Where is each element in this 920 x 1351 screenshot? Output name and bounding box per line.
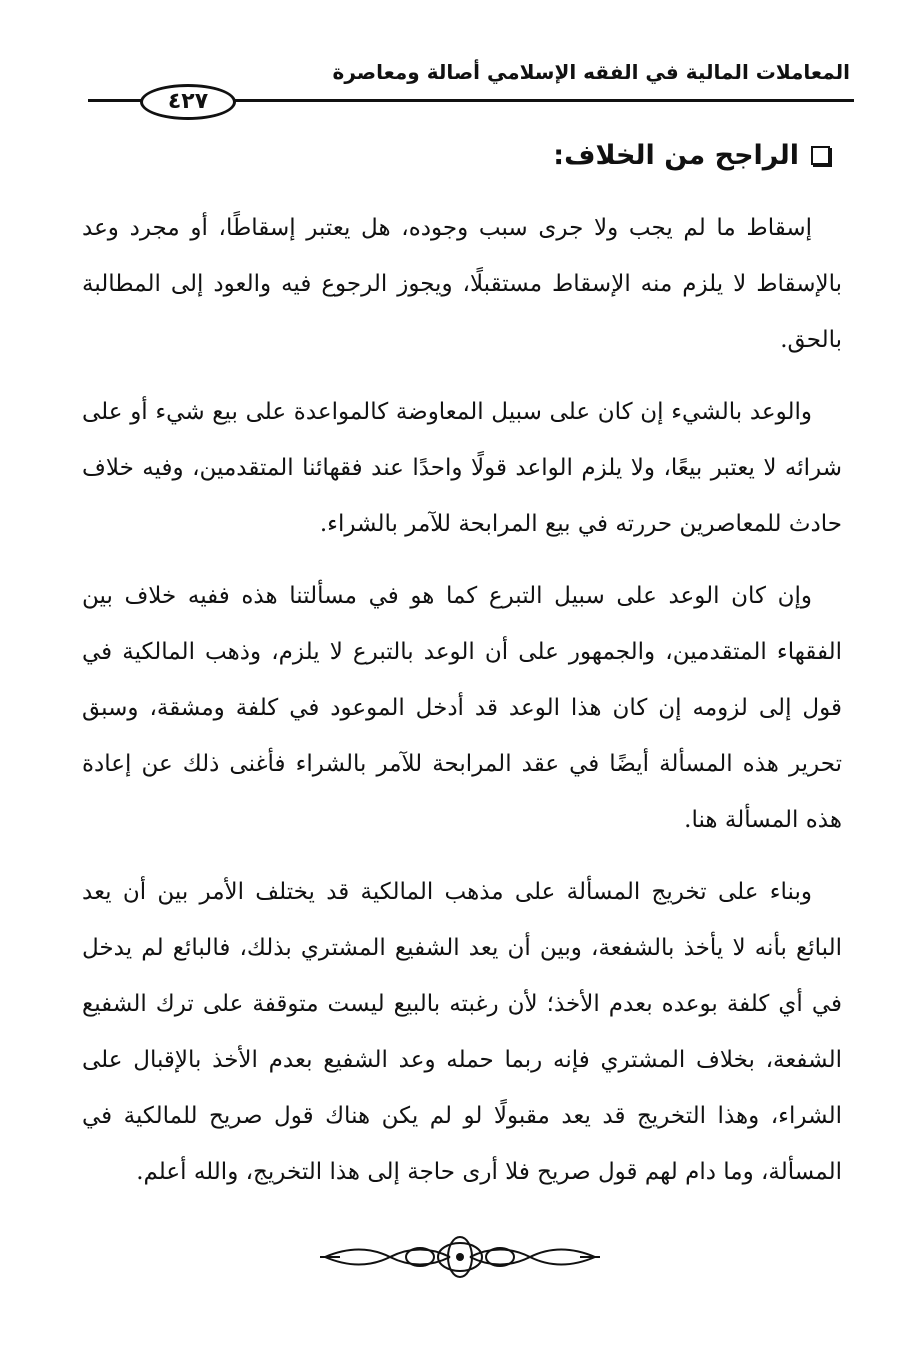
section-heading	[553, 140, 830, 171]
running-header-title: المعاملات المالية في الفقه الإسلامي أصالة ومعاصرة	[332, 60, 850, 84]
paragraph-3: وإن كان الوعد على سبيل التبرع كما هو في مسألتنا هذه ففيه خلاف بين الفقهاء المتقدمين، والجمهور على أن الوعد بالتبرع لا يلزم، وذهب المالكية في قول إلى لزومه إن كان هذا الوعد قد أدخل الموعود في كلفة ومشقة، وسبق تحرير هذه المسألة أيضًا في عقد المرابحة للآمر بالشراء فأغنى ذلك عن إعادة هذه المسألة هنا.	[82, 583, 842, 833]
paragraph-4: وبناء على تخريج المسألة على مذهب المالكية قد يختلف الأمر بين أن يعد البائع بأنه لا يأخذ بالشفعة، وبين أن يعد الشفيع المشتري بذلك، فالبائع لم يدخل في أي كلفة بوعده بعدم الأخذ؛ لأن رغبته بالبيع ليست متوقفة على ترك الشفيع الشفعة، بخلاف المشتري فإنه ربما حمله وعد الشفيع بعدم الأخذ بالإقبال على الشراء، وهذا التخريج قد يعد مقبولًا لو لم يكن هناك قول صريح للمالكية في المسألة، وما دام لهم قول صريح فلا أرى حاجة إلى هذا التخريج، والله أعلم.	[82, 879, 842, 1185]
decorative-ornament-icon	[320, 1232, 600, 1282]
square-icon	[811, 146, 830, 165]
section-heading-text: الراجح من الخلاف:	[553, 140, 799, 171]
paragraph-2: والوعد بالشيء إن كان على سبيل المعاوضة كالمواعدة على بيع شيء أو على شرائه لا يعتبر بيعًا، ولا يلزم الواعد قولًا واحدًا عند فقهائنا المتقدمين، وفيه خلاف حادث للمعاصرين حررته في بيع المرابحة للآمر بالشراء.	[82, 399, 842, 537]
body-text	[82, 200, 842, 1216]
paragraph-1: إسقاط ما لم يجب ولا جرى سبب وجوده، هل يعتبر إسقاطًا، أو مجرد وعد بالإسقاط لا يلزم منه الإسقاط مستقبلًا، ويجوز الرجوع فيه والعود إلى المطالبة بالحق.	[82, 215, 842, 353]
page-number: ٤٢٧	[140, 84, 236, 120]
